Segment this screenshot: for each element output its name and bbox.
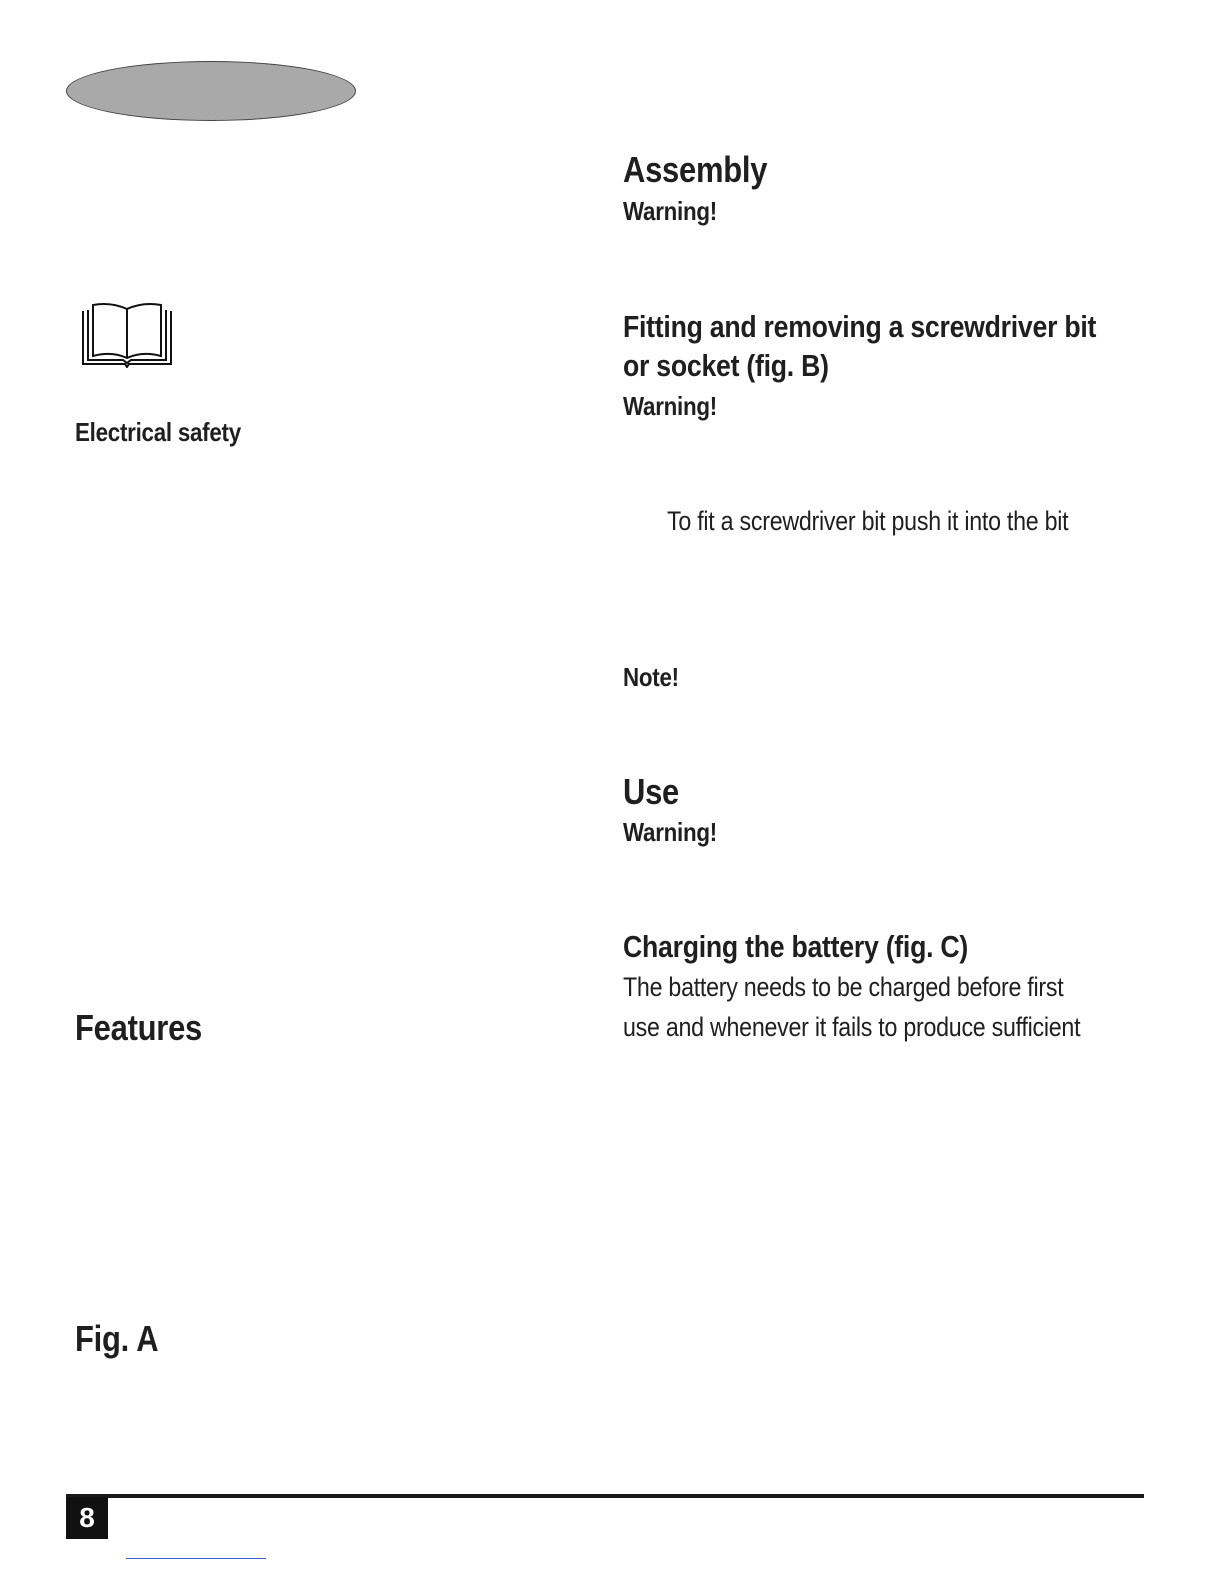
fig-a-heading: Fig. A — [75, 1318, 159, 1359]
charging-heading: Charging the battery (fig. C) — [623, 929, 969, 964]
assembly-warning-label: Warning! — [623, 196, 717, 226]
use-warning-label: Warning! — [623, 817, 717, 847]
footer-rule — [66, 1494, 1144, 1498]
section-tab-oval — [66, 61, 356, 121]
bottom-link-line — [126, 1558, 266, 1559]
charging-text-line-1: The battery needs to be charged before first — [623, 972, 1064, 1002]
fitting-heading-line-2: or socket (fig. B) — [623, 348, 829, 383]
electrical-safety-heading: Electrical safety — [75, 417, 241, 447]
page-number: 8 — [66, 1497, 108, 1539]
charging-text-line-2: use and whenever it fails to produce sufficient — [623, 1012, 1081, 1042]
note-label: Note! — [623, 662, 679, 692]
fitting-warning-label: Warning! — [623, 391, 717, 421]
fitting-instruction-text: To fit a screwdriver bit push it into the bit — [667, 506, 1069, 536]
read-manual-icon — [80, 302, 174, 368]
use-heading: Use — [623, 771, 680, 812]
assembly-heading: Assembly — [623, 149, 768, 190]
features-heading: Features — [75, 1007, 202, 1048]
fitting-heading-line-1: Fitting and removing a screwdriver bit — [623, 309, 1097, 344]
